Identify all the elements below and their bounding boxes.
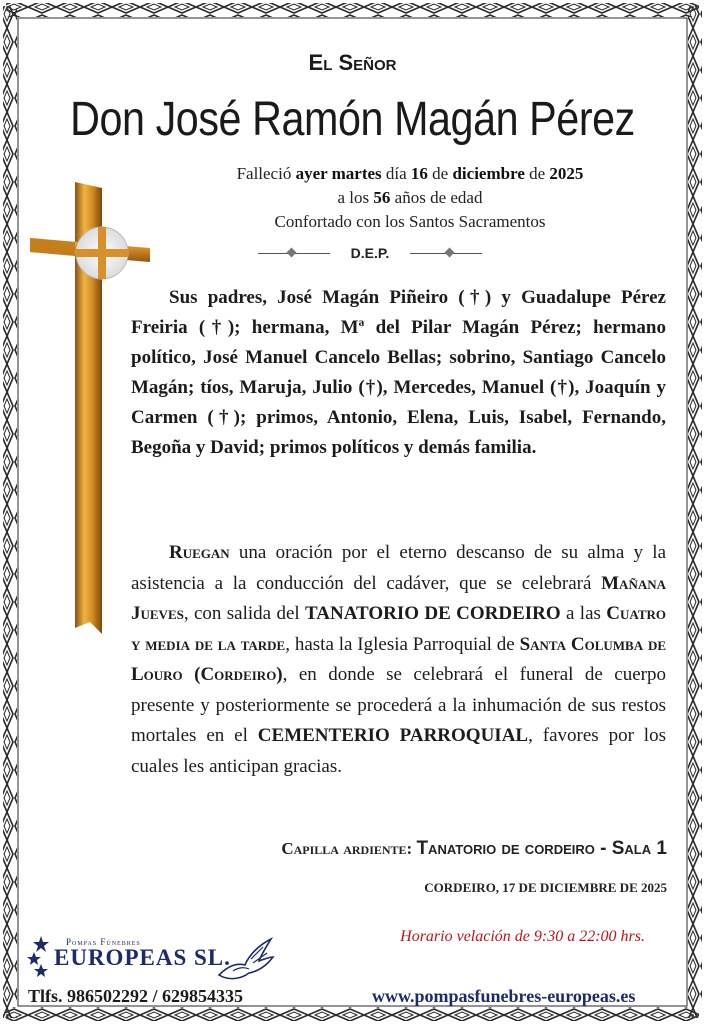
age-line: a los 56 años de edad — [337, 188, 483, 207]
phone-numbers: Tlfs. 986502292 / 629854335 — [28, 986, 244, 1006]
death-date-line: Falleció ayer martes día 16 de diciembre de 2025 — [236, 164, 584, 183]
vigil-hours: Horario velación de 9:30 a 22:00 hrs. — [400, 928, 645, 945]
place-date: CORDEIRO, 17 DE DICIEMBRE DE 2025 — [424, 880, 667, 895]
dep-label: D.E.P. — [350, 245, 390, 261]
capilla-ardiente: Capilla ardiente: Tanatorio de cordeiro - Sala 1 — [281, 838, 667, 859]
title-prefix: El Señor — [308, 50, 397, 75]
deceased-name: Don José Ramón Magán Pérez — [70, 93, 635, 146]
ceremony-paragraph: Ruegan una oración por el eterno descanso de su alma y la asistencia a la conducción del cadáver, que se celebrará Mañana Jueves, con salida del TANATORIO DE CORDEIRO a las Cuatro y media de la tarde, hasta la Iglesia Parroquial de Santa Columba de Louro (Cordeiro), en donde se celebrará el funeral de cuerpo presente y posteriormente se procederá a la inhumación de sus restos mortales en el CEMENTERIO PARROQUIAL, favores por los cuales les anticipan gracias. — [131, 542, 667, 777]
sacraments-line: Confortado con los Santos Sacramentos — [274, 212, 546, 231]
dep-divider — [250, 243, 490, 265]
family-paragraph: Sus padres, José Magán Piñeiro (†) y Guadalupe Pérez Freiria (†); hermana, Mª del Pilar Magán Pérez; hermano político, José Manuel Cancelo Bellas; sobrino, Santiago Cancelo Magán; tíos, Maruja, Julio (†), Mercedes, Manuel (†), Joaquín y Carmen (†); primos, Antonio, Elena, Luis, Isabel, Fernando, Begoña y David; primos políticos y demás familia. — [131, 287, 666, 458]
logo-subtitle: Pompas Fúnebres — [66, 937, 141, 947]
website-link[interactable]: www.pompasfunebres-europeas.es — [372, 986, 636, 1006]
logo-title: EUROPEAS SL. — [54, 945, 231, 970]
stars-icon — [26, 934, 56, 980]
dove-logo-icon — [215, 935, 275, 983]
